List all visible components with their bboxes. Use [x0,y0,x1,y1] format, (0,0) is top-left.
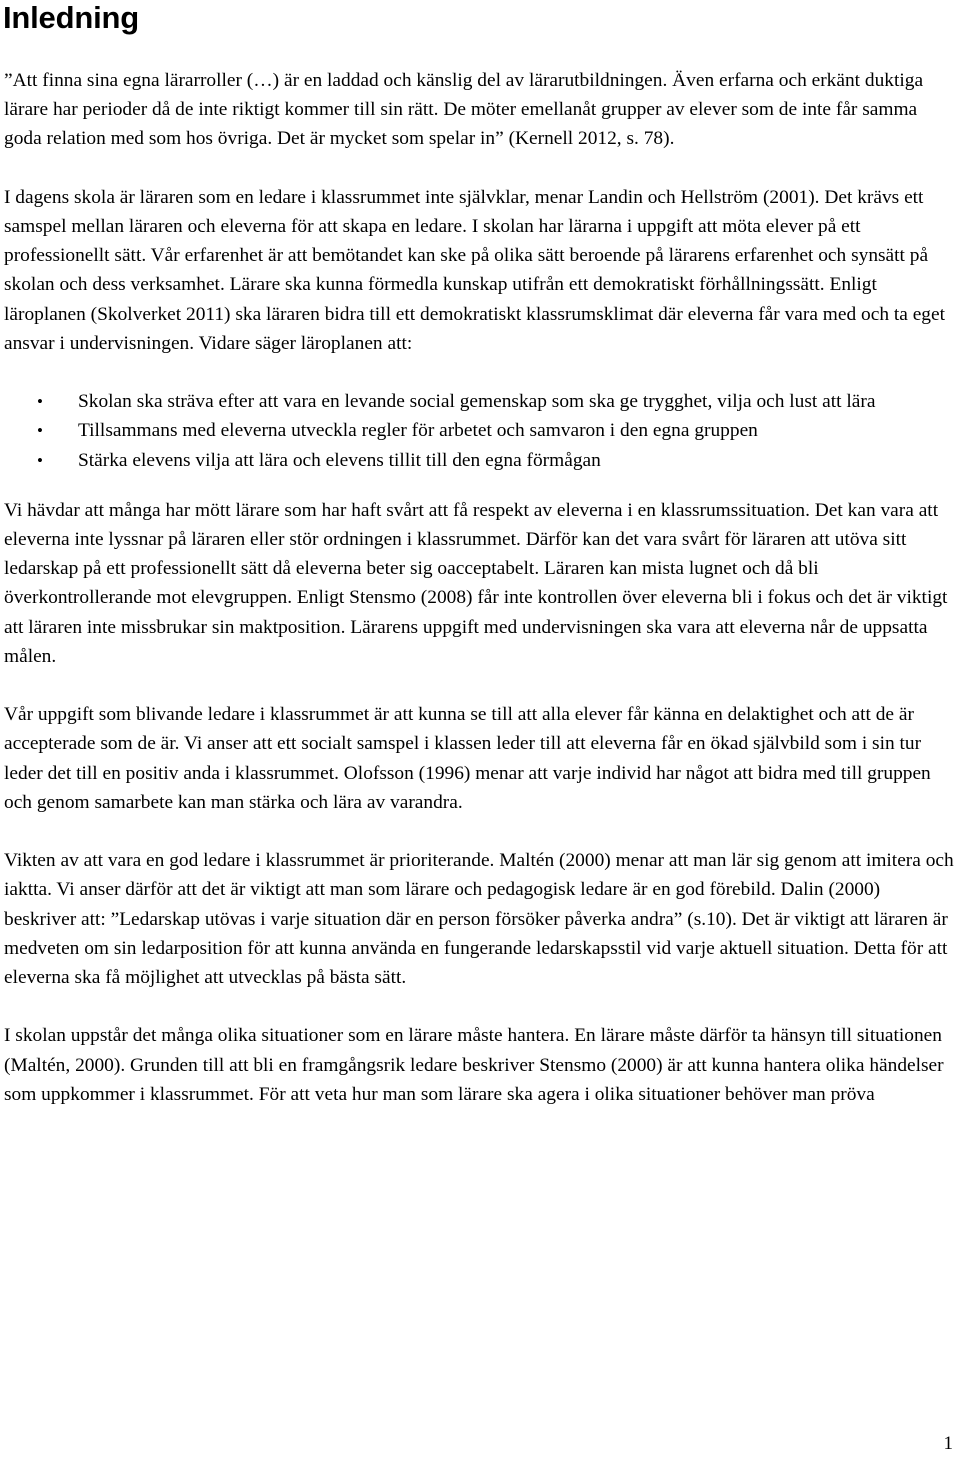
bullet-item [4,416,954,445]
body-paragraph: Vikten av att vara en god ledare i klassrummet är prioriterande. Maltén (2000) menar att man lär sig genom att imitera och iaktta. Vi anser därför att det är viktigt att man som lärare och pedagogisk ledare är en god förebild. Dalin (2000) beskriver att: ”Ledarskap utövas i varje situation där en person försöker påverka andra” (s.10). Det är viktigt att läraren är medveten om sin ledarposition för att kunna använda en fungerande ledarskapsstil vid varje aktuell situation. Detta för att eleverna ska få möjlighet att utvecklas på bästa sätt. [4,850,954,989]
bullet-text: Tillsammans med eleverna utveckla regler för arbetet och samvaron i den egna gruppen [78,420,758,442]
page-number: 1 [943,1433,953,1454]
body-paragraph: I skolan uppstår det många olika situationer som en lärare måste hantera. En lärare måste därför ta hänsyn till situationen (Maltén, 2000). Grunden till att bli en framgångsrik ledare beskriver Stensmo (2000) är att kunna hantera olika händelser som uppkommer i klassrummet. För att veta hur man som lärare ska agera i olika situationer behöver man pröva [4,1025,944,1105]
bullet-icon: • [37,421,43,441]
body-paragraph: Vi hävdar att många har mött lärare som har haft svårt att få respekt av eleverna i en klassrumssituation. Det kan vara att eleverna inte lyssnar på läraren eller stör ordningen i klassrummet. Därför kan det vara svårt för läraren att utöva sitt ledarskap på ett professionellt sätt då eleverna beter sig oacceptabelt. Läraren kan mista lugnet och då bli överkontrollerande mot elevgruppen. Enligt Stensmo (2008) får inte kontrollen över eleverna bli i fokus och det är viktigt att läraren inte missbrukar sin maktposition. Lärarens uppgift med undervisningen ska vara att eleverna når de uppsatta målen. [4,499,948,667]
bullet-item [4,446,954,475]
bullet-item [4,387,954,416]
document-body [4,66,954,1109]
bullet-icon: • [37,450,43,470]
body-paragraph: Vår uppgift som blivande ledare i klassrummet är att kunna se till att alla elever får känna en delaktighet och att de är accepterade som de är. Vi anser att ett socialt samspel i klassen leder till att eleverna får en ökad självbild som i sin tur leder det till en positiv anda i klassrummet. Olofsson (1996) menar att varje individ har något att bidra med till gruppen och genom samarbete kan man stärka och lära av varandra. [4,704,931,813]
bullet-list [4,387,954,475]
bullet-text: Skolan ska sträva efter att vara en levande social gemenskap som ska ge trygghet, vilja och lust att lära [78,391,876,413]
body-paragraph: I dagens skola är läraren som en ledare i klassrummet inte självklar, menar Landin och Hellström (2001). Det krävs ett samspel mellan läraren och eleverna för att skapa en ledare. I skolan har lärarna i uppgift att möta elever på ett professionellt sätt. Vår erfarenhet är att bemötandet kan ske på olika sätt beroende på lärarens erfarenhet och synsätt på skolan och dess verksamhet. Lärare ska kunna förmedla kunskap utifrån ett demokratiskt förhållningssätt. Enligt läroplanen (Skolverket 2011) ska läraren bidra till ett demokratiskt klassrumsklimat där eleverna får vara med och ta eget ansvar i undervisningen. Vidare säger läroplanen att: [4,186,945,354]
section-heading: Inledning [3,0,139,35]
bullet-text: Stärka elevens vilja att lära och elevens tillit till den egna förmågan [78,449,601,471]
bullet-icon: • [37,392,43,412]
quote-paragraph: ”Att finna sina egna lärarroller (…) är en laddad och känslig del av lärarutbildningen. Även erfarna och erkänt duktiga lärare har perioder då de inte riktigt kommer till sin rätt. De möter emellanåt grupper av elever som de inte får samma goda relation med som hos övriga. Det är mycket som spelar in” (Kernell 2012, s. 78). [4,70,924,150]
